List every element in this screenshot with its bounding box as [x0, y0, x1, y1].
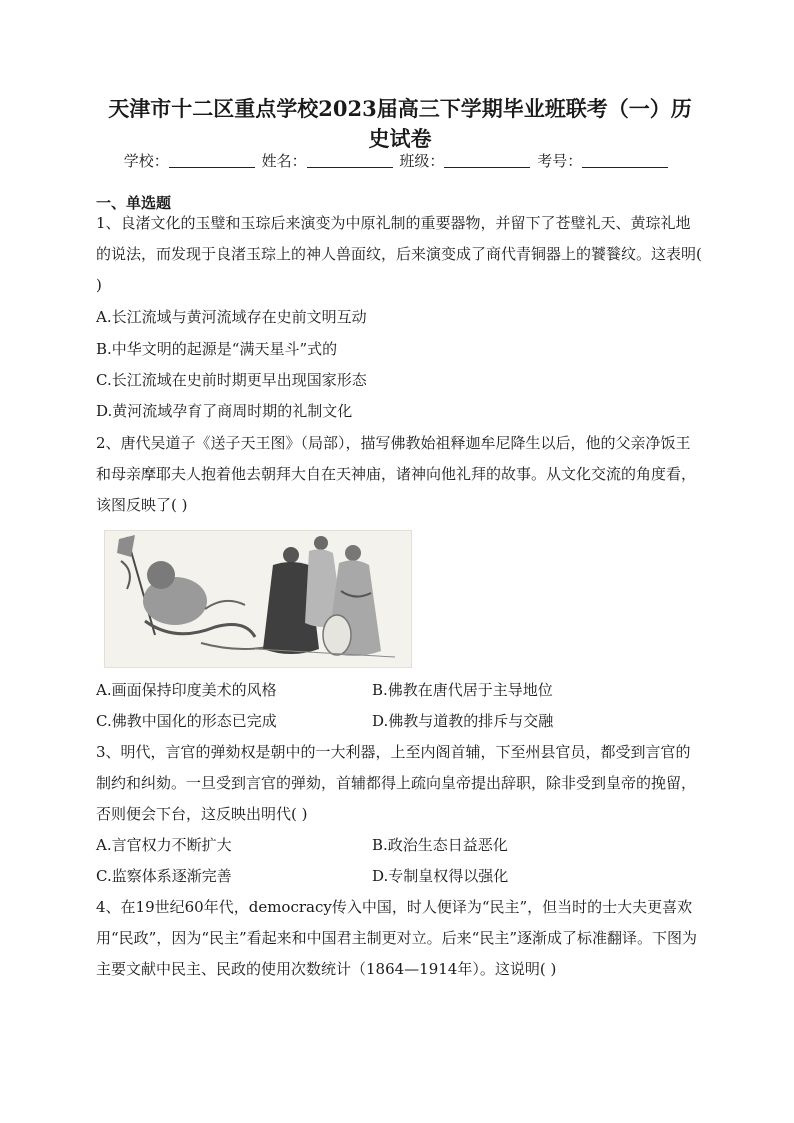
student-info-line	[0, 150, 794, 172]
class-label: 班级：	[399, 152, 445, 170]
question-1-text: 1、良渚文化的玉璧和玉琮后来演变为中原礼制的重要器物，并留下了苍璧礼天、黄琮礼地的说法，而发现于良渚玉琮上的神人兽面纹，后来演变成了商代青铜器上的饕餮纹。这表明( )	[96, 214, 702, 294]
question-1-option-c: C.长江流域在史前时期更早出现国家形态	[96, 371, 367, 389]
school-blank	[169, 153, 255, 168]
name-blank	[307, 153, 393, 168]
question-2-option-d: D.佛教与道教的排斥与交融	[372, 712, 554, 730]
number-label: 考号：	[537, 152, 583, 170]
name-label: 姓名：	[261, 152, 307, 170]
question-2-text: 2、唐代吴道子《送子天王图》（局部），描写佛教始祖释迦牟尼降生以后，他的父亲净饭王和母亲摩耶夫人抱着他去朝拜大自在天神庙，诸神向他礼拜的故事。从文化交流的角度看，该图反映了( )	[96, 434, 697, 514]
section-heading: 一、单选题	[96, 194, 172, 212]
painting-illustration	[105, 531, 411, 667]
school-label: 学校：	[123, 152, 169, 170]
question-4-text: 4、在19世纪60年代，democracy传入中国，时人便译为“民主”，但当时的士大夫更喜欢用“民政”，因为“民主”看起来和中国君主制更对立。后来“民主”逐渐成了标准翻译。下图为主要文献中民主、民政的使用次数统计（1864—1914年）。这说明( )	[96, 898, 698, 978]
question-3-text: 3、明代，言官的弹劾权是朝中的一大利器，上至内阁首辅，下至州县官员，都受到言官的制约和纠劾。一旦受到言官的弹劾，首辅都得上疏向皇帝提出辞职，除非受到皇帝的挽留，否则便会下台，这反映出明代( )	[96, 743, 697, 823]
question-3-option-b: B.政治生态日益恶化	[372, 836, 508, 854]
question-3-option-c: C.监察体系逐渐完善	[96, 867, 232, 885]
question-2-option-a: A.画面保持印度美术的风格	[96, 681, 277, 699]
question-2-option-b: B.佛教在唐代居于主导地位	[372, 681, 553, 699]
question-1-option-a: A.长江流域与黄河流域存在史前文明互动	[96, 308, 367, 326]
question-3-option-a: A.言官权力不断扩大	[96, 836, 232, 854]
class-blank	[444, 153, 530, 168]
question-1-option-b: B.中华文明的起源是“满天星斗”式的	[96, 340, 338, 358]
question-1-option-d: D.黄河流域孕育了商周时期的礼制文化	[96, 402, 353, 420]
number-blank	[582, 153, 668, 168]
question-2-option-c: C.佛教中国化的形态已完成	[96, 712, 277, 730]
painting-figure	[104, 530, 412, 668]
exam-title: 天津市十二区重点学校2023届高三下学期毕业班联考（一）历史试卷	[108, 96, 692, 151]
question-3-option-d: D.专制皇权得以强化	[372, 867, 509, 885]
